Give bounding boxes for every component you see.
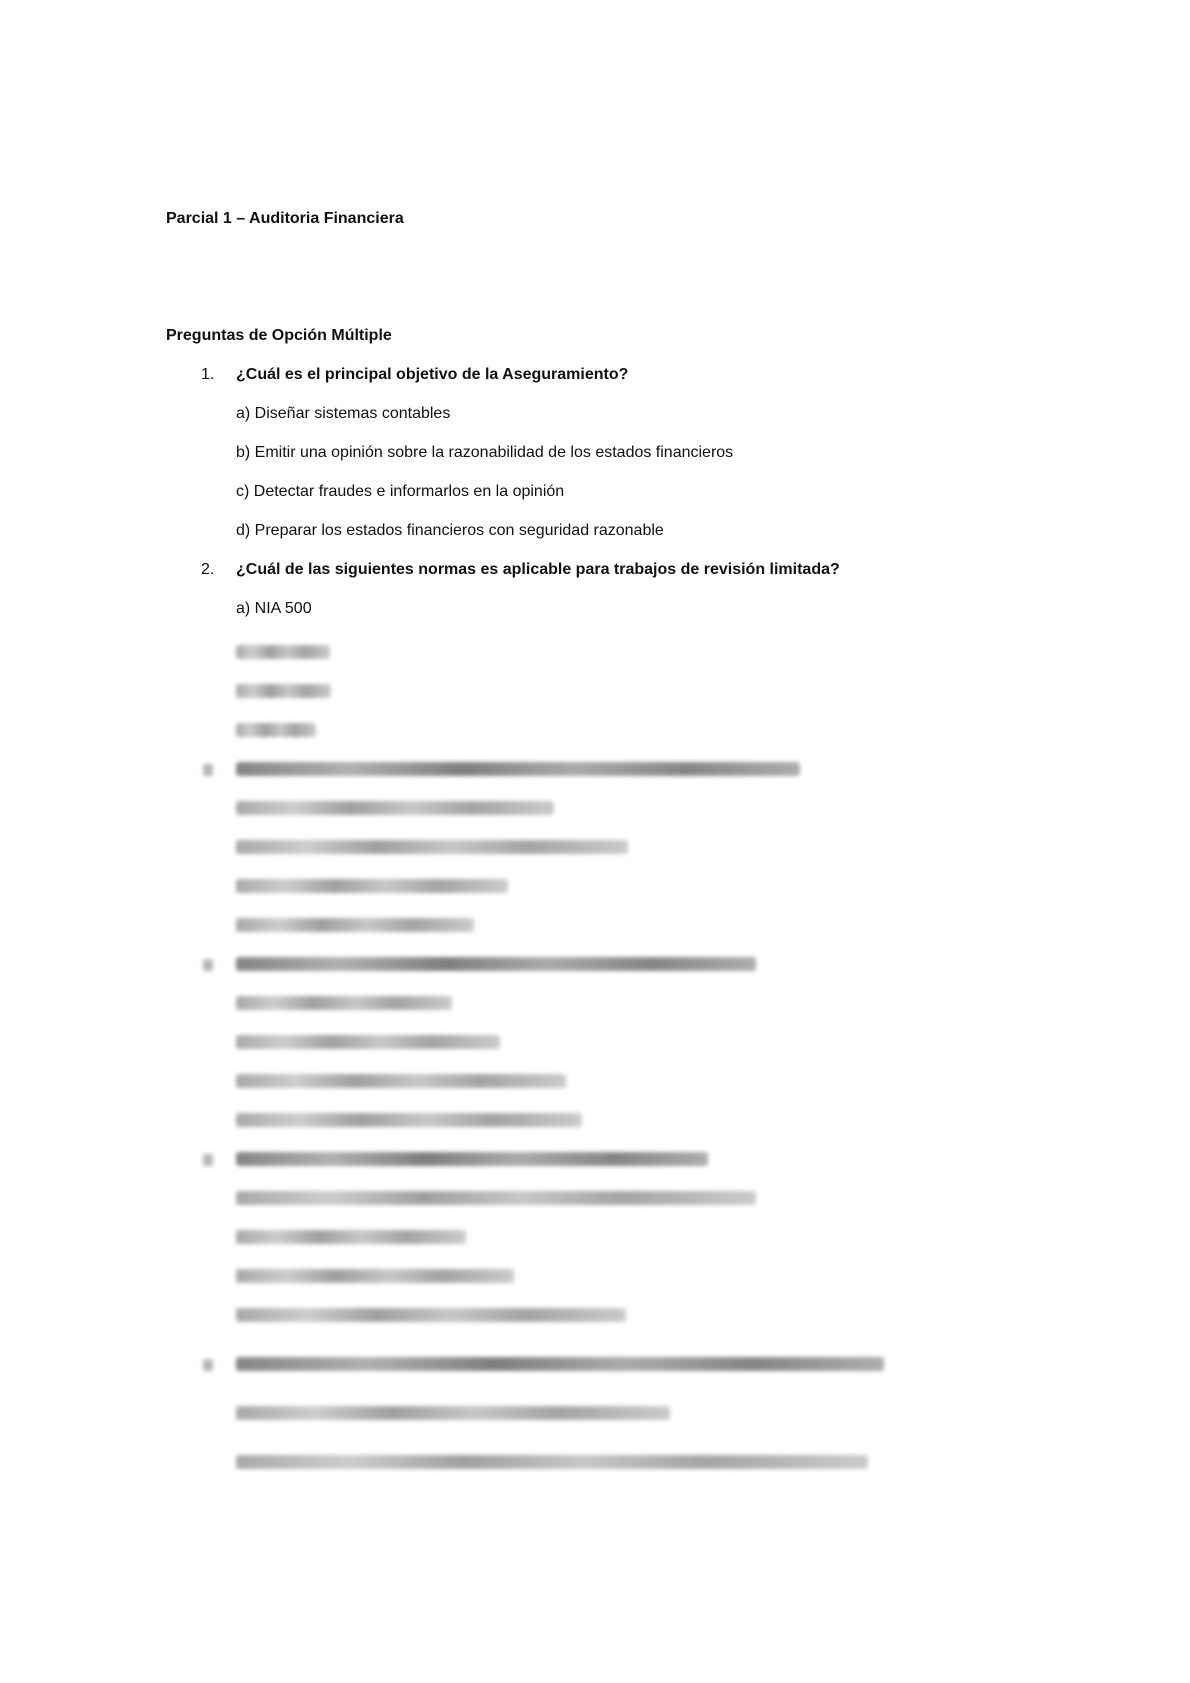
question-1-option-a: a) Diseñar sistemas contables [236,405,451,422]
blurred-line [236,1035,500,1049]
question-text: ¿Cuál es el principal objetivo de la Aseguramiento? [236,366,629,383]
blurred-line [236,684,331,698]
blurred-number [203,764,213,776]
blurred-line [236,879,508,893]
blurred-line [236,840,628,854]
section-title: Preguntas de Opción Múltiple [166,327,392,344]
question-text: ¿Cuál de las siguientes normas es aplicable para trabajos de revisión limitada? [236,561,840,578]
blurred-line [236,918,474,932]
question-2-option-a: a) NIA 500 [236,600,312,617]
question-2 [0,561,1190,585]
blurred-line [236,1308,626,1322]
blurred-line [236,1406,670,1420]
blurred-number [203,959,213,971]
blurred-line [236,723,316,737]
question-1-option-d: d) Preparar los estados financieros con seguridad razonable [236,522,664,539]
blurred-line [236,1152,708,1166]
blurred-number [203,1154,213,1166]
blurred-line [236,957,756,971]
blurred-line [236,1357,884,1371]
blurred-line [236,1074,566,1088]
blurred-line [236,1230,466,1244]
blurred-line [236,1191,756,1205]
blurred-line [236,762,800,776]
question-1 [0,366,1190,390]
question-number: 1. [201,366,215,383]
blurred-line [236,1269,514,1283]
blurred-line [236,801,554,815]
blurred-line [236,1455,868,1469]
blurred-line [236,996,452,1010]
question-number: 2. [201,561,215,578]
document-title: Parcial 1 – Auditoria Financiera [166,210,404,227]
blurred-line [236,1113,582,1127]
question-1-option-b: b) Emitir una opinión sobre la razonabilidad de los estados financieros [236,444,734,461]
blurred-line [236,645,330,659]
question-1-option-c: c) Detectar fraudes e informarlos en la opinión [236,483,565,500]
blurred-number [203,1359,213,1371]
